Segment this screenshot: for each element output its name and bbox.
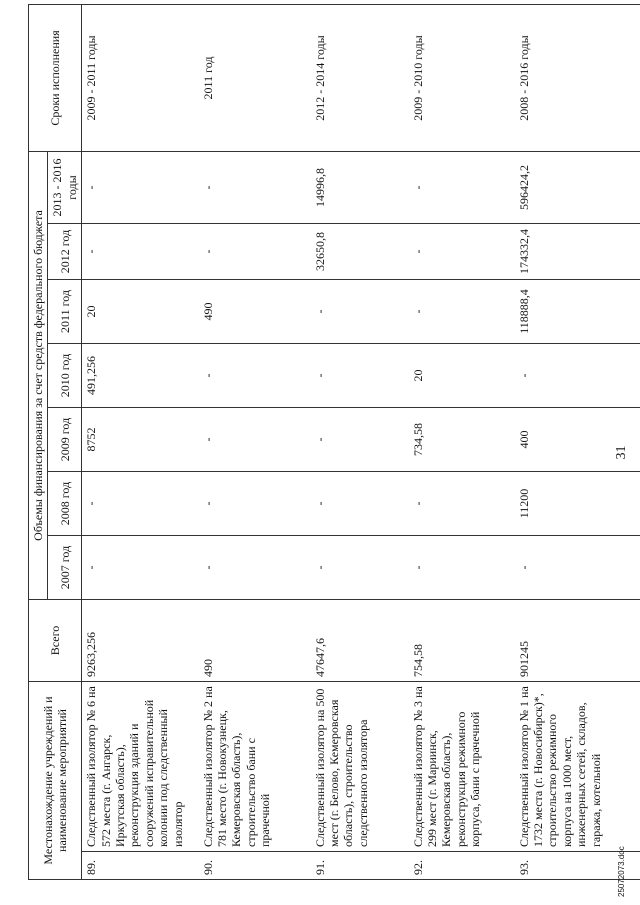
row-term: 2009 - 2011 годы — [82, 4, 199, 151]
table-row — [82, 4, 199, 879]
row-number: 90. — [199, 852, 311, 880]
row-value: 734,58 — [409, 408, 515, 472]
row-value: 20 — [409, 344, 515, 408]
row-value: - — [199, 224, 311, 280]
row-value: - — [409, 280, 515, 344]
row-name: Следственный изолятор № 3 на 299 мест (г. Мариинск, Кемеровская область), реконструкция режимного корпуса, бани с прачечной — [409, 682, 515, 852]
row-value: - — [409, 536, 515, 600]
row-value: 490 — [199, 280, 311, 344]
row-total: 901245 — [515, 600, 640, 682]
row-term: 2008 - 2016 годы — [515, 4, 640, 151]
row-value: - — [199, 472, 311, 536]
row-total: 9263,256 — [82, 600, 199, 682]
table-body — [82, 4, 640, 879]
table-row — [311, 4, 409, 879]
row-total: 47647,6 — [311, 600, 409, 682]
row-total: 754,58 — [409, 600, 515, 682]
row-value: - — [409, 472, 515, 536]
row-value: - — [199, 344, 311, 408]
header-year: 2013 - 2016 годы — [48, 151, 82, 223]
header-funding-group: Объемы финансирования за счет средств федерального бюджета — [29, 151, 48, 599]
row-number: 93. — [515, 852, 640, 880]
row-value: - — [82, 224, 199, 280]
row-value: 596424,2 — [515, 151, 640, 223]
row-value: - — [82, 536, 199, 600]
row-value: - — [311, 536, 409, 600]
row-name: Следственный изолятор № 2 на 781 место (г. Новокузнецк, Кемеровская область), строительство бани с прачечной — [199, 682, 311, 852]
row-number: 89. — [82, 852, 199, 880]
row-value: - — [82, 151, 199, 223]
row-value: - — [311, 344, 409, 408]
row-value: 8752 — [82, 408, 199, 472]
row-value: 20 — [82, 280, 199, 344]
row-value: 400 — [515, 408, 640, 472]
row-value: 32650,8 — [311, 224, 409, 280]
row-value: - — [311, 280, 409, 344]
row-value: - — [199, 536, 311, 600]
header-terms: Сроки исполнения — [29, 4, 82, 151]
table-row — [199, 4, 311, 879]
row-term: 2012 - 2014 годы — [311, 4, 409, 151]
row-value: 11200 — [515, 472, 640, 536]
header-year: 2011 год — [48, 280, 82, 344]
header-year: 2009 год — [48, 408, 82, 472]
page-number: 31 — [614, 445, 629, 460]
table-row — [409, 4, 515, 879]
header-year: 2012 год — [48, 224, 82, 280]
row-total: 490 — [199, 600, 311, 682]
header-year: 2010 год — [48, 344, 82, 408]
row-value: - — [515, 344, 640, 408]
row-value: - — [82, 472, 199, 536]
funding-table — [28, 4, 640, 880]
row-value: 491,256 — [82, 344, 199, 408]
row-term: 2009 - 2010 годы — [409, 4, 515, 151]
row-value: - — [409, 224, 515, 280]
row-term: 2011 год — [199, 4, 311, 151]
row-value: - — [199, 408, 311, 472]
row-name: Следственный изолятор на 500 мест (г. Белово, Кемеровская область), строительство следственного изолятора — [311, 682, 409, 852]
row-number: 92. — [409, 852, 515, 880]
row-value: 14996,8 — [311, 151, 409, 223]
header-location-name: Местонахождение учреждений и наименование мероприятий — [29, 682, 82, 880]
row-value: - — [199, 151, 311, 223]
header-year: 2007 год — [48, 536, 82, 600]
row-value: 174332,4 — [515, 224, 640, 280]
header-total: Всего — [29, 600, 82, 682]
row-name: Следственный изолятор № 6 на 572 места (г. Ангарск, Иркутская область), реконструкция зданий и сооружений исправительной колонии под следственный изолятор — [82, 682, 199, 852]
header-year: 2008 год — [48, 472, 82, 536]
row-value: 118888,4 — [515, 280, 640, 344]
row-value: - — [311, 408, 409, 472]
document-code: 25072073.doc — [617, 846, 626, 897]
row-name: Следственный изолятор № 1 на 1732 места (г. Новосибирск)*, строительство режимного корпуса на 1000 мест, инженерных сетей, складов, гаража, котельной — [515, 682, 640, 852]
row-number: 91. — [311, 852, 409, 880]
row-value: - — [515, 536, 640, 600]
row-value: - — [409, 151, 515, 223]
row-value: - — [311, 472, 409, 536]
